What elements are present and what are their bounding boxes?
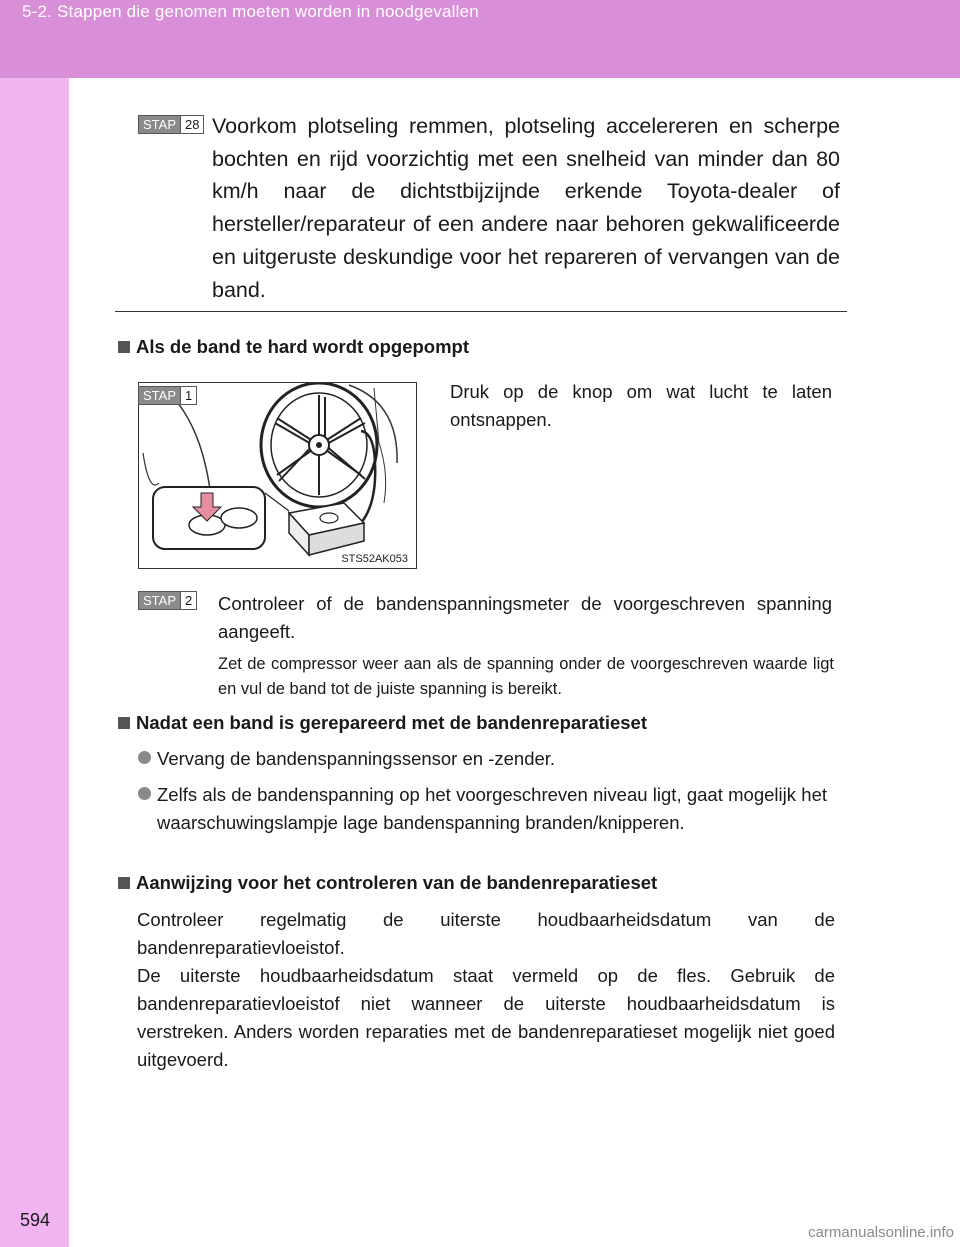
hint-paragraph-1: Controleer regelmatig de uiterste houdbaarheidsdatum van de bandenreparatievloeistof. bbox=[137, 909, 835, 958]
figure-code: STS52AK053 bbox=[341, 553, 408, 565]
step-badge-number: 1 bbox=[180, 387, 196, 404]
heading-after-repair-text: Nadat een band is gerepareerd met de bandenreparatieset bbox=[136, 712, 647, 733]
list-item-text: Vervang de bandenspanningssensor en -zender. bbox=[157, 748, 556, 769]
bullet-dot-icon bbox=[138, 787, 151, 800]
step-2-badge bbox=[138, 591, 197, 610]
step-badge-label: STAP bbox=[139, 116, 180, 133]
step-28-text: Voorkom plotseling remmen, plotseling accelereren en scherpe bochten en rijd voorzichtig met een snelheid van minder dan 80 km/h naar de dichtstbijzijnde erkende Toyota-dealer of hersteller/reparateur of een andere naar behoren gekwalificeerde en uitgeruste deskundige voor het repareren of vervangen van de band. bbox=[212, 114, 840, 302]
step-badge-number: 2 bbox=[180, 592, 196, 609]
list-item bbox=[138, 745, 828, 773]
step-28-badge bbox=[138, 115, 204, 134]
hint-paragraph-2: De uiterste houdbaarheidsdatum staat vermeld op de fles. Gebruik de bandenreparatievloeistof niet wanneer de uiterste houdbaarheidsdatum is verstreken. Anders worden reparaties met de bandenreparatieset mogelijk niet goed uitgevoerd. bbox=[137, 965, 835, 1070]
section-divider bbox=[115, 311, 847, 312]
step-1-text: Druk op de knop om wat lucht te laten ontsnappen. bbox=[450, 381, 832, 430]
step-badge-label: STAP bbox=[139, 592, 180, 609]
watermark: carmanualsonline.info bbox=[808, 1224, 954, 1241]
list-item-text: Zelfs als de bandenspanning op het voorgeschreven niveau ligt, gaat mogelijk het waarschuwingslampje lage bandenspanning branden/knipperen. bbox=[157, 784, 827, 833]
bullet-dot-icon bbox=[138, 751, 151, 764]
heading-hint-text: Aanwijzing voor het controleren van de bandenreparatieset bbox=[136, 872, 658, 893]
step-2-text: Controleer of de bandenspanningsmeter de voorgeschreven spanning aangeeft. bbox=[218, 593, 832, 642]
heading-overinflated bbox=[118, 336, 469, 358]
figure-compressor-release bbox=[138, 382, 417, 569]
hint-paragraphs bbox=[137, 906, 835, 1074]
section-title: 5-2. Stappen die genomen moeten worden in noodgevallen bbox=[22, 2, 479, 21]
heading-square-icon bbox=[118, 717, 130, 729]
step-badge-label: STAP bbox=[139, 387, 180, 404]
heading-square-icon bbox=[118, 341, 130, 353]
page-number: 594 bbox=[20, 1210, 51, 1230]
step-badge-number: 28 bbox=[180, 116, 203, 133]
step-1-badge bbox=[138, 386, 197, 405]
tire-compressor-illustration bbox=[139, 383, 417, 569]
side-tab-bar bbox=[0, 78, 69, 1247]
header-bar bbox=[0, 0, 960, 78]
heading-after-repair bbox=[118, 712, 647, 734]
list-item bbox=[138, 781, 828, 837]
heading-hint bbox=[118, 872, 657, 894]
heading-overinflated-text: Als de band te hard wordt opgepompt bbox=[136, 336, 469, 357]
step-2-note: Zet de compressor weer aan als de spanning onder de voorgeschreven waarde ligt en vul de band tot de juiste spanning is bereikt. bbox=[218, 655, 834, 698]
heading-square-icon bbox=[118, 877, 130, 889]
